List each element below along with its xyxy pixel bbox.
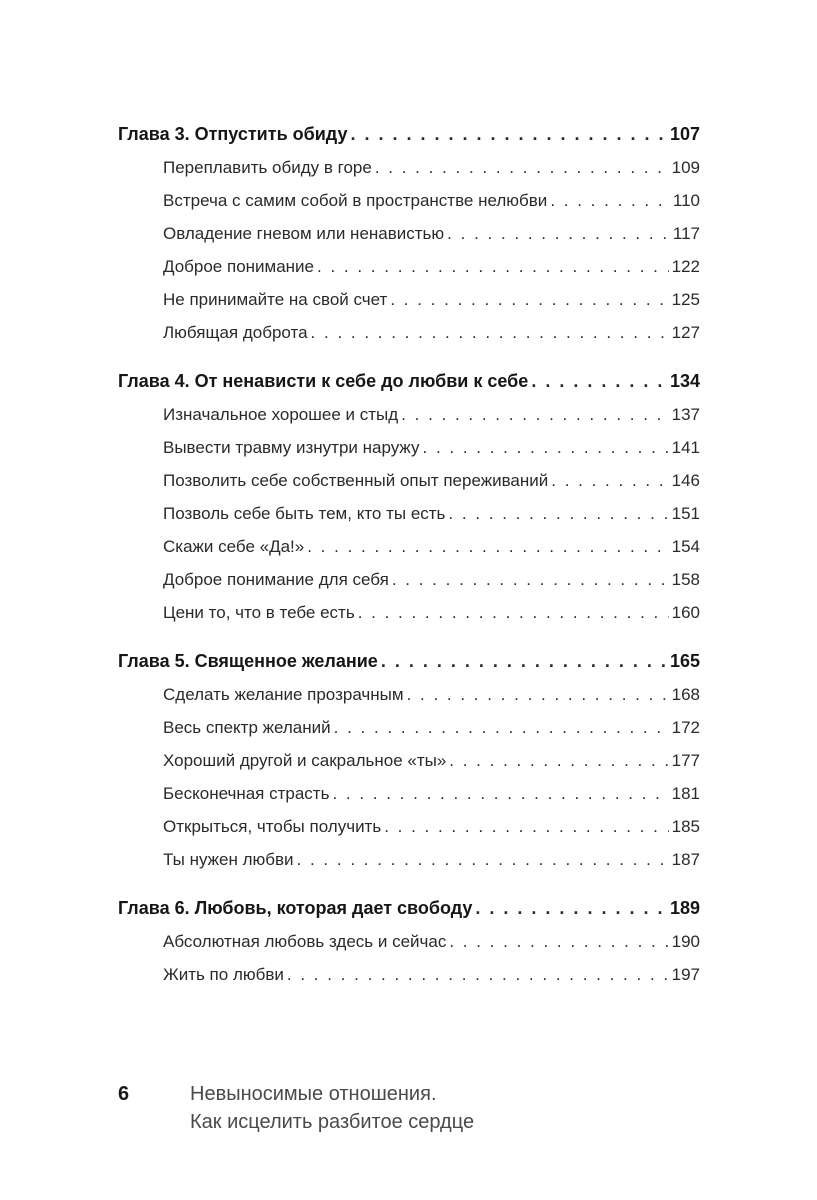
section-page-number: 168 [671,685,700,704]
toc-entry[interactable] [163,464,700,497]
section-page-number: 109 [671,158,700,177]
section-title: Бесконечная страсть [163,784,330,803]
section-title: Сделать желание прозрачным [163,685,404,704]
running-book-title [190,1080,474,1136]
dot-leader [449,744,668,777]
toc-entry[interactable] [163,151,700,184]
section-page-number: 172 [671,718,700,737]
chapter-page-number: 134 [669,371,700,391]
toc-entry[interactable] [163,530,700,563]
toc-entry[interactable] [163,843,700,876]
book-title-line-2: Как исцелить разбитое сердце [190,1111,475,1133]
dot-leader [550,184,670,217]
section-title: Позволь себе быть тем, кто ты есть [163,504,446,523]
dot-leader [390,283,668,316]
chapter-heading[interactable] [118,118,700,151]
chapter-3 [118,118,700,349]
chapter-title: Глава 3. Отпустить обиду [118,124,348,144]
section-page-number: 137 [671,405,700,424]
dot-leader [384,810,668,843]
section-page-number: 110 [672,191,700,210]
dot-leader [297,843,669,876]
toc-entry[interactable] [163,184,700,217]
chapter-page-number: 107 [669,124,700,144]
section-title: Хороший другой и сакральное «ты» [163,751,447,770]
chapter-5 [118,645,700,876]
section-page-number: 154 [671,537,700,556]
section-title: Овладение гневом или ненавистью [163,224,445,243]
chapter-page-number: 189 [669,898,700,918]
section-title: Встреча с самим собой в пространстве нелюбви [163,191,548,210]
section-title: Изначальное хорошее и стыд [163,405,399,424]
section-page-number: 160 [671,603,700,622]
toc-entry[interactable] [163,563,700,596]
section-title: Доброе понимание [163,257,315,276]
toc-entry[interactable] [163,958,700,991]
section-page-number: 197 [671,965,700,984]
toc-entry[interactable] [163,217,700,250]
table-of-contents [118,118,700,1007]
section-page-number: 146 [671,471,700,490]
chapter-title: Глава 6. Любовь, которая дает свободу [118,898,473,918]
dot-leader [311,316,669,349]
section-page-number: 190 [671,932,700,951]
toc-entry[interactable] [163,497,700,530]
toc-entry[interactable] [163,777,700,810]
section-page-number: 122 [671,257,700,276]
section-page-number: 125 [671,290,700,309]
toc-entry[interactable] [163,925,700,958]
dot-leader [358,596,669,629]
toc-entry[interactable] [163,810,700,843]
chapter-title: Глава 5. Священное желание [118,651,378,671]
page-number: 6 [118,1083,130,1105]
section-title: Скажи себе «Да!» [163,537,305,556]
toc-entry[interactable] [163,250,700,283]
dot-leader [475,892,667,925]
section-page-number: 181 [671,784,700,803]
dot-leader [392,563,669,596]
dot-leader [307,530,668,563]
section-title: Абсолютная любовь здесь и сейчас [163,932,447,951]
section-title: Не принимайте на свой счет [163,290,388,309]
section-page-number: 185 [671,817,700,836]
chapter-title: Глава 4. От ненависти к себе до любви к себе [118,371,529,391]
dot-leader [332,777,668,810]
section-page-number: 187 [671,850,700,869]
chapter-heading[interactable] [118,365,700,398]
toc-entry[interactable] [163,316,700,349]
dot-leader [350,118,666,151]
toc-entry[interactable] [163,744,700,777]
section-title: Открыться, чтобы получить [163,817,382,836]
toc-entry[interactable] [163,711,700,744]
toc-entry[interactable] [163,678,700,711]
dot-leader [334,711,669,744]
toc-entry[interactable] [163,596,700,629]
page-footer [118,1080,474,1136]
chapter-heading[interactable] [118,892,700,925]
dot-leader [317,250,669,283]
dot-leader [375,151,669,184]
dot-leader [449,925,668,958]
section-page-number: 117 [672,224,700,243]
dot-leader [531,365,667,398]
section-page-number: 127 [671,323,700,342]
chapter-6 [118,892,700,991]
toc-entry[interactable] [163,283,700,316]
dot-leader [448,497,668,530]
toc-entry[interactable] [163,431,700,464]
section-title: Жить по любви [163,965,284,984]
section-title: Позволить себе собственный опыт переживаний [163,471,549,490]
section-title: Доброе понимание для себя [163,570,389,589]
section-title: Цени то, что в тебе есть [163,603,355,622]
dot-leader [551,464,668,497]
dot-leader [401,398,668,431]
toc-entry[interactable] [163,398,700,431]
dot-leader [423,431,669,464]
section-title: Весь спектр желаний [163,718,331,737]
section-title: Вывести травму изнутри наружу [163,438,420,457]
chapter-4 [118,365,700,629]
dot-leader [287,958,669,991]
section-page-number: 141 [671,438,700,457]
chapter-heading[interactable] [118,645,700,678]
section-title: Любящая доброта [163,323,308,342]
dot-leader [447,217,670,250]
section-page-number: 177 [671,751,700,770]
chapter-page-number: 165 [669,651,700,671]
book-title-line-1: Невыносимые отношения. [190,1083,437,1105]
section-page-number: 158 [671,570,700,589]
dot-leader [407,678,669,711]
section-title: Ты нужен любви [163,850,294,869]
section-title: Переплавить обиду в горе [163,158,372,177]
section-page-number: 151 [671,504,700,523]
dot-leader [381,645,667,678]
